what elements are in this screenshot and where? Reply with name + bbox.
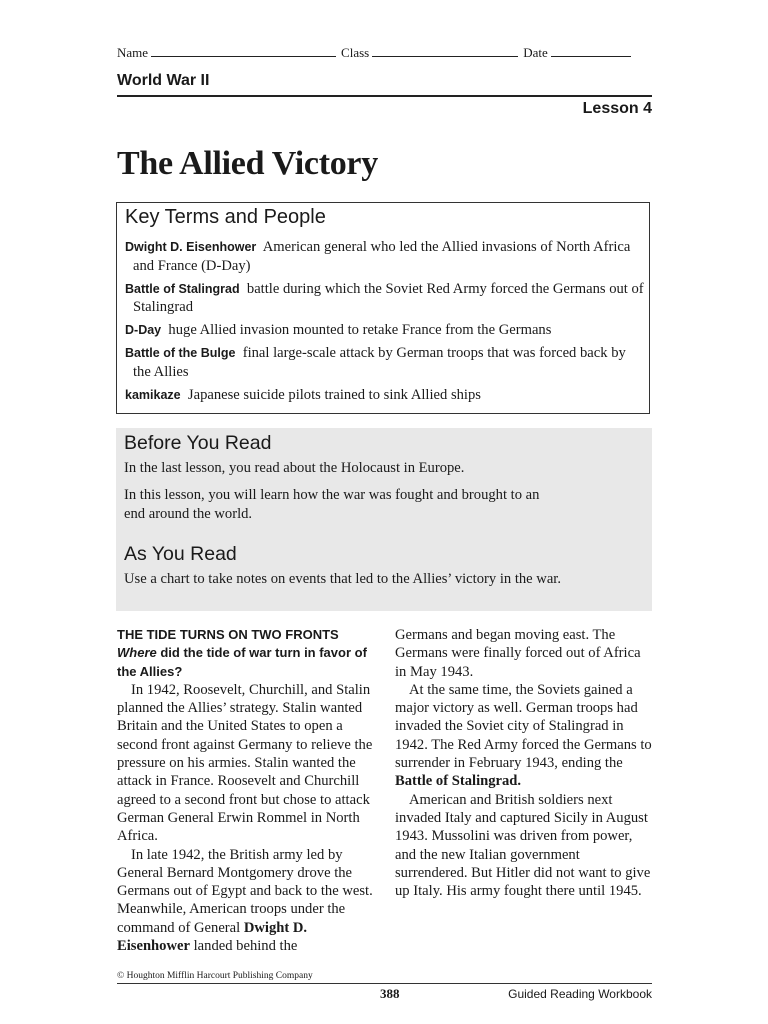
- key-terms-list: [125, 238, 645, 409]
- question-emphasis: Where: [117, 645, 157, 661]
- paragraph-text: landed behind the: [189, 938, 298, 955]
- section-question: [117, 644, 379, 681]
- footer-rule: [117, 983, 652, 984]
- paragraph-text: In late 1942, the British army led by General Bernard Montgomery drove the Germans out of Egypt and back to the west. Meanwhile, American troops under the command of General: [117, 846, 373, 936]
- as-you-read-heading: As You Read: [124, 543, 237, 565]
- key-terms-heading: Key Terms and People: [125, 206, 326, 228]
- paragraph-text: At the same time, the Soviets gained a major victory as well. German troops had invaded the Soviet city of Stalingrad in 1942. The Red Army forced the Germans to surrender in February 1943, ending the: [395, 681, 652, 772]
- as-you-read-text: Use a chart to take notes on events that led to the Allies’ victory in the war.: [124, 571, 562, 587]
- page-number: 388: [380, 986, 400, 1001]
- key-term-definition: American general who led the Allied invasions of North Africa and France (D-Day): [133, 239, 631, 274]
- key-term: Battle of Stalingrad: [125, 281, 240, 296]
- subject-title: World War II: [117, 72, 210, 89]
- key-term-definition: battle during which the Soviet Red Army forced the Germans out of Stalingrad: [133, 280, 644, 315]
- body-paragraph: [395, 681, 655, 791]
- lesson-label: Lesson 4: [582, 100, 652, 117]
- key-term-inline: Battle of Stalingrad.: [395, 773, 522, 790]
- key-term-inline: Dwight D. Eisenhower: [117, 919, 308, 955]
- key-term-item: [125, 238, 645, 275]
- name-label: Name: [117, 45, 149, 60]
- key-term: Dwight D. Eisenhower: [125, 240, 257, 254]
- key-term-definition: huge Allied invasion mounted to retake France from the Germans: [168, 322, 552, 338]
- section-heading: THE TIDE TURNS ON TWO FRONTS: [117, 627, 339, 642]
- student-info-line: [117, 44, 652, 61]
- before-you-read-heading: Before You Read: [124, 432, 272, 454]
- page-title: The Allied Victory: [117, 145, 378, 182]
- body-paragraph: Germans and began moving east. The Germans were finally forced out of Africa in May 1943.: [395, 627, 641, 680]
- date-label: Date: [523, 45, 548, 60]
- body-paragraph: [117, 846, 379, 956]
- workbook-title: Guided Reading Workbook: [508, 987, 652, 1001]
- key-term: Battle of the Bulge: [125, 346, 236, 360]
- class-label: Class: [341, 45, 370, 60]
- key-term: D-Day: [125, 323, 162, 337]
- key-term-item: [125, 321, 645, 340]
- before-you-read-text-2: In this lesson, you will learn how the war was fought and brought to an end around the world.: [124, 487, 540, 522]
- name-blank: [151, 44, 336, 57]
- copyright-notice: © Houghton Mifflin Harcourt Publishing Company: [117, 971, 313, 981]
- key-term: kamikaze: [125, 387, 181, 402]
- key-term-definition: final large-scale attack by German troops that was forced back by the Allies: [133, 345, 626, 380]
- class-blank: [372, 44, 518, 57]
- body-paragraph: In 1942, Roosevelt, Churchill, and Stalin planned the Allies’ strategy. Stalin wanted Britain and the United States to open a second front against Germany to relieve the pressure on his armies. Stalin wanted the attack in France. Roosevelt and Churchill agreed to a second front but chose to attack German General Erwin Rommel in North Africa.: [117, 681, 373, 845]
- key-term-item: [125, 344, 645, 381]
- key-term-definition: Japanese suicide pilots trained to sink Allied ships: [187, 386, 481, 403]
- header-rule: [117, 95, 652, 97]
- body-paragraph: American and British soldiers next invaded Italy and captured Sicily in August 1943. Mussolini was driven from power, and the new Italian government surrendered. But Hitler did not want to give up Italy. His army fought there until 1945.: [395, 791, 651, 900]
- left-column: [117, 626, 379, 955]
- before-you-read-text-1: In the last lesson, you read about the Holocaust in Europe.: [124, 460, 465, 476]
- key-term-item: [125, 386, 645, 405]
- key-term-item: [125, 280, 645, 317]
- right-column: [395, 626, 655, 900]
- date-blank: [551, 44, 631, 57]
- question-text: did the tide of war turn in favor of the Allies?: [117, 645, 367, 679]
